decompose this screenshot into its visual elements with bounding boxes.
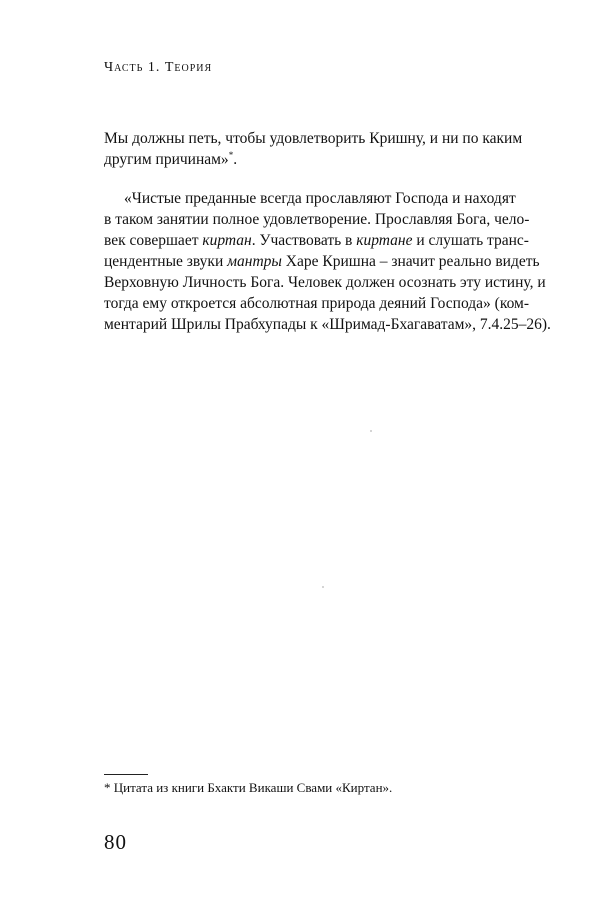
line-3-post: и слушать транс- — [412, 232, 529, 249]
paragraph-2-line-7: ментарий Шрилы Прабхупады к «Шримад-Бхагаватам», 7.4.25–26). — [104, 316, 551, 333]
paragraph-2-line-5: Верховную Личность Бога. Человек должен осознать эту истину, и — [104, 274, 546, 291]
line-3-mid: . Участвовать в — [251, 232, 357, 249]
page-number: 80 — [104, 830, 127, 854]
paragraph-2-line-6: тогда ему откроется абсолютная природа деяний Господа» (ком- — [104, 295, 530, 312]
footnote-reference-mark: * — [228, 149, 234, 160]
paragraph-2 — [104, 188, 551, 335]
emphasis-kirtan: киртан — [202, 232, 252, 249]
line-4-post: Харе Кришна – значит реально видеть — [281, 253, 540, 270]
paper-speck — [322, 586, 324, 588]
paragraph-1-line-2-text: другим причинам» — [104, 151, 229, 168]
line-4-pre: цендентные звуки — [104, 253, 228, 270]
paragraph-2-line-1: «Чистые преданные всегда прославляют Господа и находят — [124, 190, 516, 207]
emphasis-kirtane: киртане — [356, 232, 413, 249]
paragraph-2-line-4 — [104, 251, 540, 272]
paragraph-1-line-2 — [104, 149, 500, 170]
paragraph-1-end: . — [233, 151, 238, 168]
footnote: * Цитата из книги Бхакти Викаши Свами «Киртан». — [104, 780, 393, 795]
paragraph-2-line-3 — [104, 230, 529, 251]
running-head: Часть 1. Теория — [104, 60, 213, 75]
paragraph-1-line-1: Мы должны петь, чтобы удовлетворить Кришну, и ни по каким — [104, 130, 523, 147]
paper-speck — [370, 430, 372, 432]
paragraph-2-line-2: в таком занятии полное удовлетворение. Прославляя Бога, чело- — [104, 211, 530, 228]
emphasis-mantry: мантры — [227, 253, 282, 270]
paragraph-1 — [104, 128, 523, 170]
footnote-rule — [104, 774, 148, 775]
line-3-pre: век совершает — [104, 232, 203, 249]
